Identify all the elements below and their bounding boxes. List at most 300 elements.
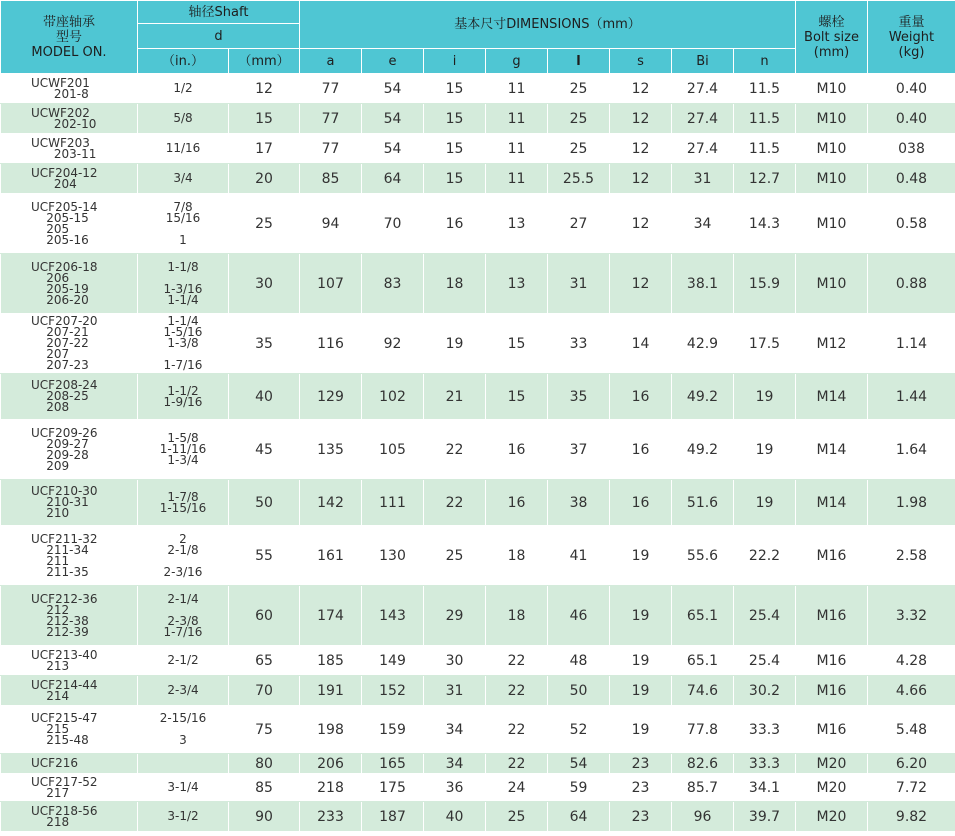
s-cell: 19 (610, 646, 672, 676)
g-cell: 22 (486, 676, 548, 706)
table-row (1, 774, 955, 802)
i-cell: 31 (424, 676, 486, 706)
e-cell: 54 (362, 74, 424, 104)
inch-line: 3 (179, 733, 187, 747)
n-cell: 19 (734, 420, 796, 480)
w-cell: 9.82 (868, 802, 955, 832)
mm-cell: 20 (229, 164, 300, 194)
s-cell: 23 (610, 774, 672, 802)
bolt-cell: M10 (796, 164, 868, 194)
inch-cell (138, 314, 229, 374)
g-cell: 11 (486, 104, 548, 134)
model-line: 214 (31, 688, 70, 703)
i-cell: 22 (424, 420, 486, 480)
inch-line: 1-11/16 (159, 442, 207, 456)
n-cell: 14.3 (734, 194, 796, 254)
a-cell: 218 (300, 774, 362, 802)
bolt-cell: M16 (796, 706, 868, 754)
n-cell: 12.7 (734, 164, 796, 194)
bi-cell: 49.2 (672, 374, 734, 420)
model-header: 带座轴承 型号 MODEL ON. (1, 1, 138, 74)
model-cell (1, 194, 138, 254)
inch-line: 1-3/4 (167, 453, 199, 467)
mm-cell: 55 (229, 526, 300, 586)
l-cell: 59 (548, 774, 610, 802)
inch-line: 1-5/8 (167, 431, 199, 445)
model-line: 209-27 (31, 436, 89, 451)
g-cell: 11 (486, 134, 548, 164)
inch-line: 1-1/4 (167, 314, 199, 328)
model-cell (1, 774, 138, 802)
model-line: 208 (31, 400, 70, 414)
model-line: 203-11 (31, 146, 97, 161)
model-cell (1, 134, 138, 164)
dim-i-header: i (424, 49, 486, 74)
table-row (1, 420, 955, 480)
s-cell: 12 (610, 164, 672, 194)
n-cell: 11.5 (734, 134, 796, 164)
g-cell: 16 (486, 480, 548, 526)
model-line: 206 (31, 270, 70, 285)
bolt-cell: M20 (796, 802, 868, 832)
model-line: UCF218-56 (31, 803, 98, 818)
inch-cell (138, 74, 229, 104)
inch-line: 2-1/4 (167, 591, 199, 606)
model-line: UCWF202 (31, 105, 90, 120)
inch-line: 1-1/2 (167, 383, 199, 398)
model-cell (1, 646, 138, 676)
model-line: 201-8 (31, 86, 89, 101)
table-row (1, 480, 955, 526)
inch-cell (138, 754, 229, 774)
a-cell: 107 (300, 254, 362, 314)
w-cell: 4.28 (868, 646, 955, 676)
g-cell: 18 (486, 586, 548, 646)
inch-line: 5/8 (173, 111, 193, 125)
n-cell: 19 (734, 480, 796, 526)
inch-cell (138, 254, 229, 314)
model-cell (1, 526, 138, 586)
mm-cell: 70 (229, 676, 300, 706)
bi-cell: 27.4 (672, 74, 734, 104)
bi-cell: 96 (672, 802, 734, 832)
dim-a-header: a (300, 49, 362, 74)
g-cell: 13 (486, 194, 548, 254)
inch-line: 1-15/16 (159, 500, 207, 515)
l-cell: 25 (548, 134, 610, 164)
bolt-cell: M20 (796, 774, 868, 802)
l-cell: 25 (548, 104, 610, 134)
table-row (1, 706, 955, 754)
inch-line: 2-3/8 (167, 613, 199, 628)
i-cell: 21 (424, 374, 486, 420)
dim-s-header: s (610, 49, 672, 74)
model-line: 204 (31, 176, 77, 191)
model-cell (1, 706, 138, 754)
model-line: UCF205-14 (31, 199, 98, 214)
bolt-cell: M16 (796, 526, 868, 586)
model-line: 208-25 (31, 389, 89, 403)
table-row (1, 526, 955, 586)
i-cell: 30 (424, 646, 486, 676)
bi-cell: 51.6 (672, 480, 734, 526)
table-row (1, 74, 955, 104)
w-cell: 1.14 (868, 314, 955, 374)
model-line: 212-39 (31, 624, 89, 639)
inch-line: 1-7/16 (163, 624, 203, 639)
table-body (1, 74, 955, 832)
mm-cell: 75 (229, 706, 300, 754)
n-cell: 25.4 (734, 586, 796, 646)
n-cell: 25.4 (734, 646, 796, 676)
g-cell: 15 (486, 374, 548, 420)
inch-line: 1-3/16 (163, 281, 203, 296)
i-cell: 36 (424, 774, 486, 802)
shaft-header: 轴径Shaft (138, 1, 300, 24)
model-line: 205-16 (31, 232, 89, 247)
bolt-cell: M20 (796, 754, 868, 774)
w-cell: 1.98 (868, 480, 955, 526)
inch-line: 3/4 (173, 171, 193, 185)
model-line: UCF204-12 (31, 165, 98, 180)
table-row (1, 754, 955, 774)
a-cell: 198 (300, 706, 362, 754)
g-cell: 24 (486, 774, 548, 802)
g-cell: 11 (486, 74, 548, 104)
inch-line: 1-7/16 (163, 358, 203, 372)
e-cell: 92 (362, 314, 424, 374)
e-cell: 149 (362, 646, 424, 676)
n-cell: 19 (734, 374, 796, 420)
a-cell: 206 (300, 754, 362, 774)
inch-cell (138, 676, 229, 706)
g-cell: 22 (486, 646, 548, 676)
i-cell: 25 (424, 526, 486, 586)
n-cell: 22.2 (734, 526, 796, 586)
model-line: 218 (31, 814, 70, 829)
inch-line: 1-9/16 (163, 394, 203, 409)
i-cell: 29 (424, 586, 486, 646)
inch-line: 1 (179, 232, 187, 247)
dim-g-header: g (486, 49, 548, 74)
s-cell: 19 (610, 586, 672, 646)
inch-cell (138, 586, 229, 646)
e-cell: 175 (362, 774, 424, 802)
bi-cell: 85.7 (672, 774, 734, 802)
model-line: UCF213-40 (31, 647, 98, 662)
e-cell: 143 (362, 586, 424, 646)
mm-cell: 80 (229, 754, 300, 774)
model-line: 205-15 (31, 210, 89, 225)
s-cell: 19 (610, 526, 672, 586)
a-cell: 77 (300, 134, 362, 164)
model-line: 209-28 (31, 447, 89, 462)
e-cell: 187 (362, 802, 424, 832)
n-cell: 33.3 (734, 754, 796, 774)
bolt-cell: M16 (796, 676, 868, 706)
l-cell: 33 (548, 314, 610, 374)
inch-line: 2 (179, 531, 187, 546)
e-cell: 165 (362, 754, 424, 774)
i-cell: 34 (424, 754, 486, 774)
w-cell: 0.48 (868, 164, 955, 194)
inch-line: 7/8 (173, 199, 193, 214)
bi-cell: 31 (672, 164, 734, 194)
mm-cell: 40 (229, 374, 300, 420)
n-cell: 17.5 (734, 314, 796, 374)
a-cell: 142 (300, 480, 362, 526)
inch-cell (138, 164, 229, 194)
w-cell: 0.88 (868, 254, 955, 314)
s-cell: 19 (610, 706, 672, 754)
s-cell: 12 (610, 134, 672, 164)
e-cell: 102 (362, 374, 424, 420)
table-header (1, 1, 955, 74)
s-cell: 23 (610, 754, 672, 774)
model-cell (1, 676, 138, 706)
g-cell: 18 (486, 526, 548, 586)
d-header: d (138, 24, 300, 49)
model-line: UCF207-20 (31, 314, 98, 328)
bi-cell: 74.6 (672, 676, 734, 706)
inch-line: 15/16 (165, 210, 201, 225)
model-cell (1, 586, 138, 646)
inch-line: 1-1/4 (167, 292, 199, 307)
table-row (1, 802, 955, 832)
g-cell: 16 (486, 420, 548, 480)
bi-cell: 42.9 (672, 314, 734, 374)
l-cell: 48 (548, 646, 610, 676)
model-cell (1, 254, 138, 314)
e-cell: 111 (362, 480, 424, 526)
bi-cell: 34 (672, 194, 734, 254)
inch-line: 2-3/16 (163, 564, 203, 579)
inch-line: 3-1/2 (167, 809, 199, 823)
inch-cell (138, 480, 229, 526)
s-cell: 16 (610, 480, 672, 526)
inch-line: 2-15/16 (159, 711, 207, 725)
s-cell: 12 (610, 254, 672, 314)
w-cell: 1.44 (868, 374, 955, 420)
table-row (1, 104, 955, 134)
n-cell: 33.3 (734, 706, 796, 754)
model-line: UCWF201 (31, 75, 90, 90)
mm-cell: 17 (229, 134, 300, 164)
inch-cell (138, 706, 229, 754)
l-cell: 25 (548, 74, 610, 104)
s-cell: 12 (610, 104, 672, 134)
model-line: UCF215-47 (31, 711, 98, 725)
model-line: 205 (31, 221, 70, 236)
i-cell: 16 (424, 194, 486, 254)
e-cell: 54 (362, 104, 424, 134)
w-cell: 4.66 (868, 676, 955, 706)
model-cell (1, 74, 138, 104)
table-row (1, 646, 955, 676)
n-cell: 15.9 (734, 254, 796, 314)
n-cell: 11.5 (734, 104, 796, 134)
bi-cell: 65.1 (672, 646, 734, 676)
w-cell: 7.72 (868, 774, 955, 802)
inch-line: 1-5/16 (163, 325, 203, 339)
model-cell (1, 164, 138, 194)
mm-cell: 12 (229, 74, 300, 104)
mm-cell: 25 (229, 194, 300, 254)
inch-cell (138, 774, 229, 802)
l-cell: 25.5 (548, 164, 610, 194)
inch-cell (138, 646, 229, 676)
model-line: UCF210-30 (31, 484, 98, 498)
w-cell: 6.20 (868, 754, 955, 774)
s-cell: 23 (610, 802, 672, 832)
model-line: UCWF203 (31, 135, 90, 150)
inch-line: 1-3/8 (167, 336, 199, 350)
a-cell: 129 (300, 374, 362, 420)
mm-cell: 45 (229, 420, 300, 480)
mm-cell: 60 (229, 586, 300, 646)
l-cell: 38 (548, 480, 610, 526)
a-cell: 77 (300, 104, 362, 134)
e-cell: 159 (362, 706, 424, 754)
model-line: 215-48 (31, 733, 89, 747)
e-cell: 152 (362, 676, 424, 706)
g-cell: 15 (486, 314, 548, 374)
s-cell: 14 (610, 314, 672, 374)
a-cell: 94 (300, 194, 362, 254)
l-cell: 54 (548, 754, 610, 774)
table-row (1, 194, 955, 254)
i-cell: 40 (424, 802, 486, 832)
w-cell: 0.40 (868, 104, 955, 134)
i-cell: 19 (424, 314, 486, 374)
mm-cell: 85 (229, 774, 300, 802)
a-cell: 116 (300, 314, 362, 374)
l-cell: 35 (548, 374, 610, 420)
model-line: 212 (31, 602, 70, 617)
bolt-cell: M10 (796, 134, 868, 164)
inch-line: 2-3/4 (167, 683, 199, 697)
g-cell: 25 (486, 802, 548, 832)
n-cell: 30.2 (734, 676, 796, 706)
n-cell: 39.7 (734, 802, 796, 832)
bolt-cell: M12 (796, 314, 868, 374)
e-cell: 130 (362, 526, 424, 586)
w-cell: 2.58 (868, 526, 955, 586)
inch-cell (138, 802, 229, 832)
s-cell: 12 (610, 74, 672, 104)
bolt-cell: M10 (796, 74, 868, 104)
l-cell: 46 (548, 586, 610, 646)
inch-cell (138, 104, 229, 134)
model-line: UCF209-26 (31, 425, 98, 440)
bi-cell: 38.1 (672, 254, 734, 314)
bolt-cell: M16 (796, 586, 868, 646)
w-cell: 0.40 (868, 74, 955, 104)
inch-line: 2-1/8 (167, 542, 199, 557)
bolt-cell: M16 (796, 646, 868, 676)
s-cell: 16 (610, 420, 672, 480)
inch-cell (138, 134, 229, 164)
model-line: 210-31 (31, 495, 89, 509)
a-cell: 85 (300, 164, 362, 194)
w-cell: 3.32 (868, 586, 955, 646)
inch-line: 1-1/8 (167, 259, 199, 274)
e-cell: 64 (362, 164, 424, 194)
inch-cell (138, 374, 229, 420)
mm-cell: 65 (229, 646, 300, 676)
a-cell: 191 (300, 676, 362, 706)
model-line: UCF211-32 (31, 531, 98, 546)
model-line: 211 (31, 553, 70, 568)
model-line: 217 (31, 785, 70, 800)
e-cell: 70 (362, 194, 424, 254)
model-line: 207-21 (31, 325, 89, 339)
bolt-cell: M10 (796, 254, 868, 314)
model-line: UCF212-36 (31, 591, 98, 606)
g-cell: 22 (486, 706, 548, 754)
model-line: 205-19 (31, 281, 89, 296)
a-cell: 135 (300, 420, 362, 480)
model-line: 213 (31, 658, 70, 673)
model-cell (1, 754, 138, 774)
l-cell: 37 (548, 420, 610, 480)
mm-cell: 15 (229, 104, 300, 134)
inch-line: 11/16 (165, 141, 201, 155)
bi-cell: 77.8 (672, 706, 734, 754)
table-row (1, 374, 955, 420)
a-cell: 161 (300, 526, 362, 586)
model-cell (1, 480, 138, 526)
mm-cell: 35 (229, 314, 300, 374)
inch-cell (138, 420, 229, 480)
mm-cell: 50 (229, 480, 300, 526)
table-row (1, 586, 955, 646)
n-cell: 11.5 (734, 74, 796, 104)
inch-line: 3-1/4 (167, 780, 199, 794)
inch-line (138, 758, 228, 769)
g-cell: 22 (486, 754, 548, 774)
dim-bi-header: Bi (672, 49, 734, 74)
l-cell: 41 (548, 526, 610, 586)
i-cell: 15 (424, 74, 486, 104)
model-line: 202-10 (31, 116, 97, 131)
l-cell: 31 (548, 254, 610, 314)
mm-cell: 30 (229, 254, 300, 314)
model-cell (1, 420, 138, 480)
model-line: 215 (31, 722, 70, 736)
dimensions-header: 基本尺寸DIMENSIONS（mm） (300, 1, 796, 49)
e-cell: 83 (362, 254, 424, 314)
bolt-cell: M10 (796, 104, 868, 134)
l-cell: 27 (548, 194, 610, 254)
model-line: UCF214-44 (31, 677, 98, 692)
model-line: 211-35 (31, 564, 89, 579)
bi-cell: 55.6 (672, 526, 734, 586)
model-line: 212-38 (31, 613, 89, 628)
i-cell: 18 (424, 254, 486, 314)
i-cell: 34 (424, 706, 486, 754)
bi-cell: 49.2 (672, 420, 734, 480)
inch-cell (138, 194, 229, 254)
e-cell: 105 (362, 420, 424, 480)
i-cell: 15 (424, 164, 486, 194)
model-line: 207 (31, 347, 70, 361)
bolt-cell: M14 (796, 480, 868, 526)
inch-header: （in.） (138, 49, 229, 74)
i-cell: 15 (424, 104, 486, 134)
bolt-header: 螺栓 Bolt size (mm) (796, 1, 868, 74)
model-line: 206-20 (31, 292, 89, 307)
